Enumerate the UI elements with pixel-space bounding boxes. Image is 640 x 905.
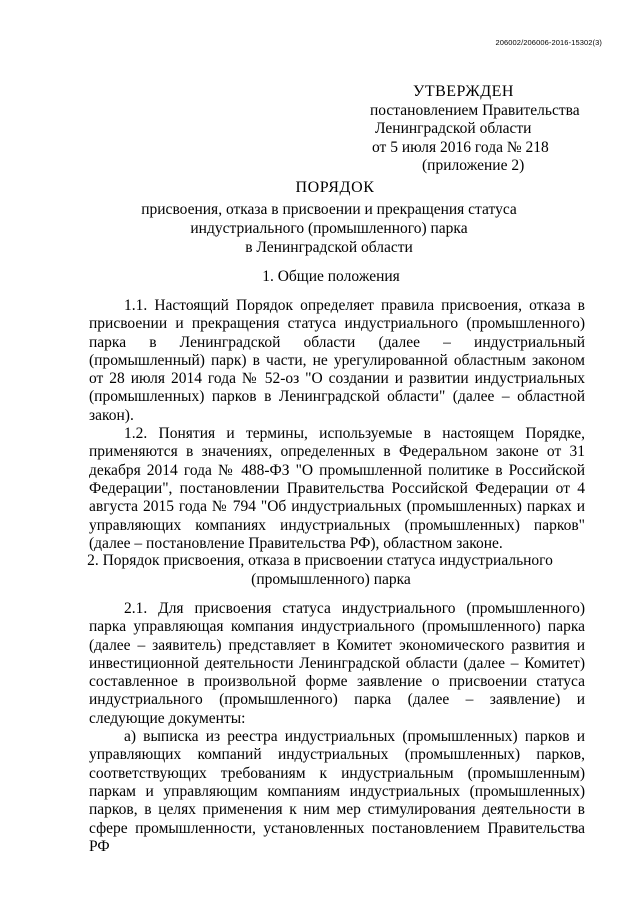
approval-title: УТВЕРЖДЕН <box>413 83 514 100</box>
section-2-heading-line: 2. Порядок присвоения, отказа в присвоении статуса индустриального <box>87 552 553 569</box>
section-2-body <box>89 600 585 856</box>
paragraph-2-1-a: а) выписка из реестра индустриальных (промышленных) парков и управляющих компаний индустриальных (промышленных) парков, соответствующих требованиям к индустриальным (промышленным) паркам и управляющим компаниям индустриальных (промышленных) парков, в целях применения к ним мер стимулирования деятельности в сфере промышленности, установленных постановлением Правительства РФ <box>89 728 585 855</box>
document-title-block <box>0 178 640 257</box>
document-subtitle-line: индустриального (промышленного) парка <box>190 220 468 237</box>
approval-line: постановлением Правительства <box>370 101 580 119</box>
document-subtitle-line: присвоения, отказа в присвоении и прекращения статуса <box>141 201 517 218</box>
paragraph-2-1: 2.1. Для присвоения статуса индустриального (промышленного) парка управляющая компания индустриального (промышленного) парка (далее – заявитель) представляет в Комитет экономического развития и инвестиционной деятельности Ленинградской области (далее – Комитет) составленное в произвольной форме заявление о присвоении статуса индустриального (промышленного) парка (далее – заявление) и следующие документы: <box>89 600 585 727</box>
paragraph-1-1: 1.1. Настоящий Порядок определяет правила присвоения, отказа в присвоении и прекращения статуса индустриального (промышленного) парка в Ленинградской области (далее – индустриальный (промышленный) парк) в части, не урегулированной областным законом от 28 июля 2014 года № 52-оз "О создании и развитии индустриальных (промышленных) парков в Ленинградской области" (далее – областной закон). <box>89 297 585 424</box>
section-2-heading-line: (промышленного) парка <box>251 571 411 588</box>
document-subtitle-line: в Ленинградской области <box>245 239 413 256</box>
section-1-heading: 1. Общие положения <box>262 268 400 285</box>
approval-line: (приложение 2) <box>422 157 525 174</box>
section-1-body <box>89 297 585 553</box>
approval-block <box>350 83 610 176</box>
approval-line: от 5 июля 2016 года № 218 <box>372 138 549 156</box>
document-id: 206002/206006-2016-15302(3) <box>495 38 602 47</box>
document-title: ПОРЯДОК <box>295 179 375 196</box>
section-2-heading <box>0 551 640 589</box>
paragraph-1-2: 1.2. Понятия и термины, используемые в настоящем Порядке, применяются в значениях, определенных в Федеральном законе от 31 декабря 2014 года № 488-ФЗ "О промышленной политике в Российской Федерации", постановлении Правительства Российской Федерации от 4 августа 2015 года № 794 "Об индустриальных (промышленных) парках и управляющих компаниях индустриальных (промышленных) парков" (далее – постановление Правительства РФ), областном законе. <box>89 425 585 552</box>
approval-line: Ленинградской области <box>375 120 532 137</box>
